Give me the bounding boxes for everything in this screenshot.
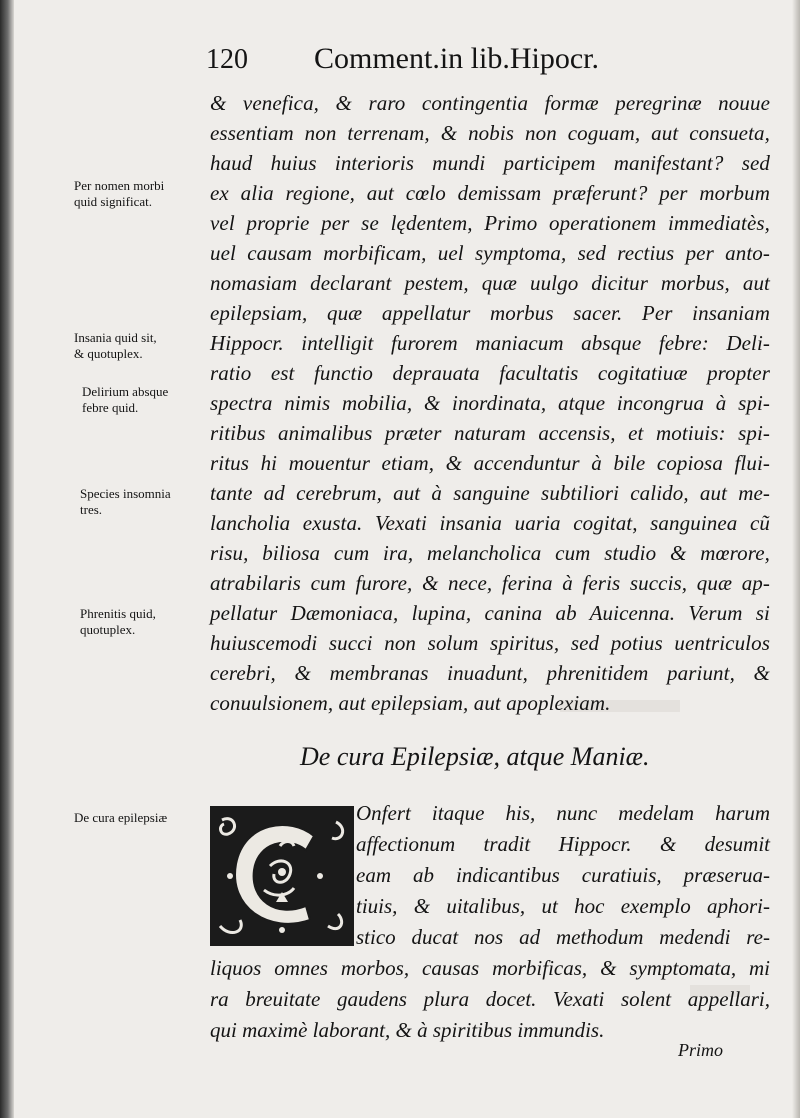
text-line: essentiam non terrenam, & nobis non coguam, aut consueta, — [210, 121, 770, 145]
marginal-note-line: febre quid. — [82, 400, 139, 415]
page-edge-shadow — [792, 0, 800, 1118]
marginal-note-line: Per nomen morbi — [74, 178, 165, 193]
cura-paragraph — [356, 798, 770, 953]
text-line: nomasiam declarant pestem, quæ uulgo dicitur morbus, aut — [210, 271, 770, 295]
text-line: ritus hi mouentur etiam, & accenduntur à bile copiosa flui- — [210, 451, 770, 475]
marginal-note-line: Species insomnia — [80, 486, 171, 501]
marginal-note-line: De cura epilepsiæ — [74, 810, 168, 825]
text-line: qui maximè laborant, & à spiritibus immundis. — [210, 1018, 605, 1042]
text-line: epilepsiam, quæ appellatur morbus sacer. Per insaniam — [210, 301, 770, 325]
text-line: atrabilaris cum furore, & nece, ferina à feris succis, quæ ap- — [210, 571, 770, 595]
marginal-note-line: tres. — [80, 502, 103, 517]
text-line: lancholia exusta. Vexati insania uaria cogitat, sanguinea cũ — [210, 511, 770, 535]
marginal-note-line: Delirium absque — [82, 384, 169, 399]
book-spine-shadow — [0, 0, 14, 1118]
marginal-note-line: Insania quid sit, — [74, 330, 157, 345]
marginal-note-line: Phrenitis quid, — [80, 606, 156, 621]
text-line: tante ad cerebrum, aut à sanguine subtiliori calido, aut me- — [210, 481, 770, 505]
text-line: risu, biliosa cum ira, melancholica cum studio & mœrore, — [210, 541, 770, 565]
decorated-initial-c — [210, 806, 354, 946]
marginal-note — [74, 178, 210, 210]
text-line: spectra nimis mobilia, & inordinata, atque incongrua à spi- — [210, 391, 770, 415]
text-line: ratio est functio deprauata facultatis cogitatiuæ propter — [210, 361, 770, 385]
text-line: huiuscemodi succi non solum spiritus, sed potius uentriculos — [210, 631, 770, 655]
text-line: conuulsionem, aut epilepsiam, aut apoplexiam. — [210, 691, 611, 715]
running-header — [206, 40, 766, 80]
text-line: haud huius interioris mundi participem manifestant? sed — [210, 151, 770, 175]
cura-paragraph-continued — [210, 953, 770, 1046]
page-number: 120 — [206, 44, 248, 75]
text-line: ra breuitate gaudens plura docet. Vexati solent appellari, — [210, 987, 770, 1011]
text-line: uel causam morbificam, uel symptoma, sed rectius per anto- — [210, 241, 770, 265]
text-line: stico ducat nos ad methodum medendi re- — [356, 925, 770, 949]
marginal-note — [74, 810, 210, 826]
marginal-note-line: & quotuplex. — [74, 346, 143, 361]
marginal-note-line: quotuplex. — [80, 622, 136, 637]
catchword: Primo — [678, 1040, 723, 1060]
running-title: Comment.in lib.Hipocr. — [314, 42, 599, 75]
marginal-note — [74, 330, 210, 362]
text-line: Hippocr. intelligit furorem maniacum absque febre: Deli- — [210, 331, 770, 355]
text-line: Onfert itaque his, nunc medelam harum — [356, 801, 770, 825]
woodcut-ornament-icon — [210, 806, 354, 946]
marginal-note — [80, 486, 216, 518]
marginal-note — [80, 606, 216, 638]
marginal-note — [82, 384, 218, 416]
text-line: pellatur Dæmoniaca, lupina, canina ab Auicenna. Verum si — [210, 601, 770, 625]
text-line: tiuis, & uitalibus, ut hoc exemplo aphori- — [356, 894, 770, 918]
text-line: eam ab indicantibus curatiuis, præserua- — [356, 863, 770, 887]
text-line: vel proprie per se lędentem, Primo operationem immediatès, — [210, 211, 770, 235]
main-text-block — [210, 88, 770, 718]
section-title: De cura Epilepsiæ, atque Maniæ. — [300, 742, 650, 771]
text-line: ex alia regione, aut cœlo demissam præferunt? per morbum — [210, 181, 770, 205]
marginal-note-line: quid significat. — [74, 194, 152, 209]
text-line: liquos omnes morbos, causas morbificas, & symptomata, mi — [210, 956, 770, 980]
text-line: ritibus animalibus præter naturam accensis, et motiuis: spi- — [210, 421, 770, 445]
text-line: cerebri, & membranas inuadunt, phrenitidem pariunt, & — [210, 661, 770, 685]
text-line: & venefica, & raro contingentia formæ peregrinæ nouue — [210, 91, 770, 115]
text-line: affectionum tradit Hippocr. & desumit — [356, 832, 770, 856]
